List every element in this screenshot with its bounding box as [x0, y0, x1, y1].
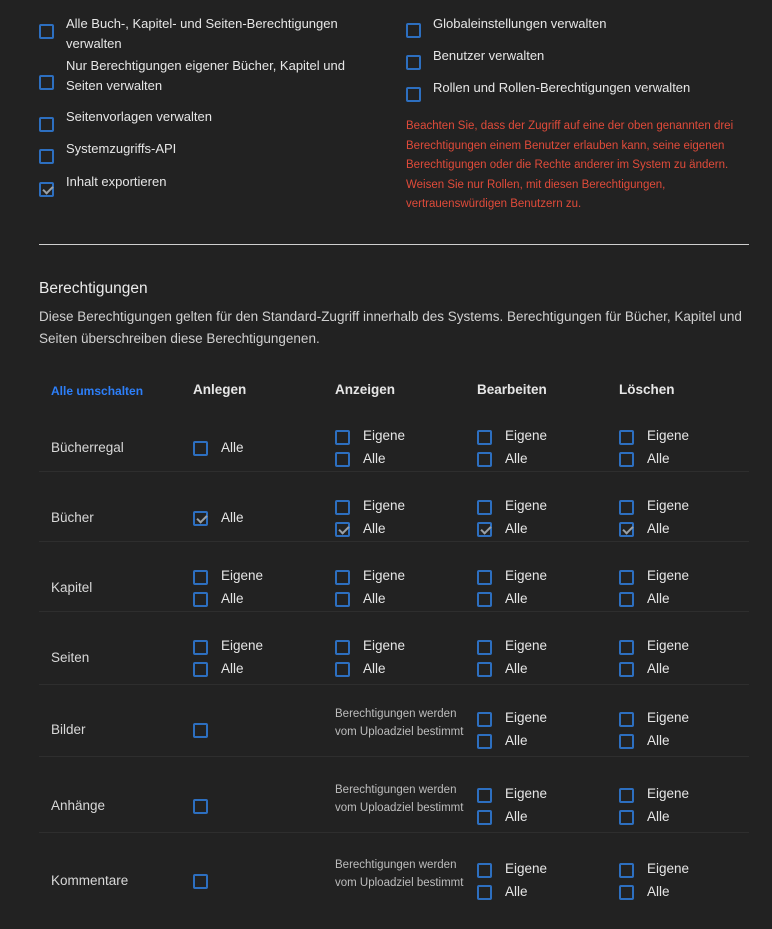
row-divider: [39, 541, 749, 542]
permission-checkbox-all[interactable]: [335, 592, 350, 607]
section-title: Berechtigungen: [39, 280, 148, 297]
permission-checkbox-all[interactable]: [619, 452, 634, 467]
permission-checkbox[interactable]: [193, 874, 208, 889]
permission-row-label[interactable]: Kommentare: [51, 873, 129, 888]
checkbox-label-own: Eigene: [647, 786, 690, 801]
permission-checkbox-all[interactable]: [619, 810, 634, 825]
row-divider: [39, 471, 749, 472]
checkbox-label-own: Eigene: [505, 568, 548, 583]
system-permission-checkbox[interactable]: [39, 75, 54, 90]
checkbox-label-own: Eigene: [221, 568, 264, 583]
section-description: Diese Berechtigungen gelten für den Standard-Zugriff innerhalb des Systems. Berechtigungen für Bücher, Kapitel und Seiten überschreiben diese Berechtigungenen.: [39, 309, 742, 346]
checkbox-label-all: Alle: [505, 521, 528, 536]
permission-checkbox-own[interactable]: [477, 640, 492, 655]
column-header[interactable]: Anlegen: [193, 382, 247, 397]
permission-checkbox-own[interactable]: [335, 430, 350, 445]
permission-row-label[interactable]: Bücher: [51, 510, 94, 525]
checkbox-label-all: Alle: [221, 510, 244, 525]
checkbox-label-all: Alle: [505, 591, 528, 606]
checkbox-label-all: Alle: [221, 591, 244, 606]
checkbox-label-all: Alle: [505, 809, 528, 824]
checkbox-label-own: Eigene: [505, 786, 548, 801]
checkbox-label-all: Alle: [505, 451, 528, 466]
permission-checkbox-own[interactable]: [619, 863, 634, 878]
system-permission-checkbox[interactable]: [39, 149, 54, 164]
permission-checkbox-all[interactable]: [193, 662, 208, 677]
checkbox-label-own: Eigene: [363, 498, 406, 513]
permission-checkbox-own[interactable]: [335, 500, 350, 515]
system-permission-checkbox[interactable]: [39, 117, 54, 132]
permission-checkbox-own[interactable]: [477, 430, 492, 445]
permission-checkbox-own[interactable]: [477, 788, 492, 803]
system-permission-checkbox[interactable]: [406, 23, 421, 38]
permission-checkbox-own[interactable]: [619, 788, 634, 803]
permission-row-label[interactable]: Seiten: [51, 650, 90, 665]
system-permission-label: Globaleinstellungen verwalten: [433, 16, 607, 31]
system-permission-label: Benutzer verwalten: [433, 48, 545, 63]
permission-row-label[interactable]: Kapitel: [51, 580, 93, 595]
column-header[interactable]: Löschen: [619, 382, 675, 397]
system-permission-checkbox[interactable]: [406, 55, 421, 70]
column-header[interactable]: Bearbeiten: [477, 382, 547, 397]
checkbox-label-own: Eigene: [363, 638, 406, 653]
system-permission-checkbox[interactable]: [406, 87, 421, 102]
checkbox-label-all: Alle: [221, 661, 244, 676]
checkbox-label-own: Eigene: [505, 710, 548, 725]
permission-checkbox-own[interactable]: [477, 500, 492, 515]
checkbox-label-own: Eigene: [363, 428, 406, 443]
row-divider: [39, 611, 749, 612]
upload-target-note: Berechtigungen werden vom Uploadziel bestimmt: [335, 784, 464, 814]
permission-checkbox-all[interactable]: [619, 522, 634, 537]
system-permission-label: Inhalt exportieren: [66, 174, 167, 189]
checkbox-label-own: Eigene: [647, 568, 690, 583]
column-header[interactable]: Anzeigen: [335, 382, 396, 397]
permission-checkbox-all[interactable]: [619, 734, 634, 749]
permission-checkbox-own[interactable]: [335, 570, 350, 585]
permission-checkbox-all[interactable]: [477, 522, 492, 537]
checkbox-label-all: Alle: [647, 591, 670, 606]
system-permission-label: Alle Buch-, Kapitel- und Seiten-Berechtigungen verwalten: [66, 16, 338, 51]
upload-target-note: Berechtigungen werden vom Uploadziel bestimmt: [335, 708, 464, 738]
upload-target-note: Berechtigungen werden vom Uploadziel bestimmt: [335, 859, 464, 889]
permission-checkbox-own[interactable]: [619, 430, 634, 445]
checkbox-label-own: Eigene: [363, 568, 406, 583]
permission-checkbox[interactable]: [193, 723, 208, 738]
checkbox-label-all: Alle: [363, 591, 386, 606]
row-divider: [39, 684, 749, 685]
system-permission-checkbox[interactable]: [39, 24, 54, 39]
checkbox-label-all: Alle: [363, 451, 386, 466]
checkbox-label-own: Eigene: [647, 498, 690, 513]
permission-checkbox-all[interactable]: [477, 662, 492, 677]
permission-checkbox-all[interactable]: [477, 734, 492, 749]
permission-checkbox-own[interactable]: [619, 640, 634, 655]
checkbox-label-own: Eigene: [505, 638, 548, 653]
checkbox-label-own: Eigene: [647, 710, 690, 725]
checkbox-label-all: Alle: [647, 521, 670, 536]
checkbox-label-all: Alle: [647, 451, 670, 466]
system-permission-label: Systemzugriffs-API: [66, 141, 177, 156]
permission-checkbox-all[interactable]: [477, 452, 492, 467]
checkbox-label-own: Eigene: [505, 861, 548, 876]
permission-checkbox-own[interactable]: [335, 640, 350, 655]
checkbox-label-all: Alle: [221, 440, 244, 455]
checkbox-label-all: Alle: [363, 661, 386, 676]
permission-checkbox-own[interactable]: [193, 640, 208, 655]
checkbox-label-all: Alle: [647, 733, 670, 748]
system-permission-label: Nur Berechtigungen eigener Bücher, Kapitel und Seiten verwalten: [66, 58, 345, 93]
permission-checkbox-all[interactable]: [477, 592, 492, 607]
permission-checkbox-all[interactable]: [193, 592, 208, 607]
permission-checkbox-all[interactable]: [477, 810, 492, 825]
checkbox-label-own: Eigene: [505, 498, 548, 513]
checkbox-label-all: Alle: [505, 661, 528, 676]
permission-checkbox-own[interactable]: [619, 570, 634, 585]
permission-checkbox-all[interactable]: [619, 885, 634, 900]
section-divider: [39, 244, 749, 245]
permission-checkbox-all[interactable]: [335, 452, 350, 467]
checkbox-label-all: Alle: [647, 809, 670, 824]
permission-checkbox-own[interactable]: [193, 570, 208, 585]
permission-checkbox-all[interactable]: [193, 441, 208, 456]
permission-checkbox-all[interactable]: [335, 522, 350, 537]
checkbox-label-all: Alle: [505, 884, 528, 899]
permission-checkbox-all[interactable]: [477, 885, 492, 900]
checkbox-label-own: Eigene: [647, 861, 690, 876]
toggle-all-link[interactable]: Alle umschalten: [51, 384, 144, 398]
permission-row-label[interactable]: Bücherregal: [51, 440, 124, 455]
checkbox-label-all: Alle: [647, 884, 670, 899]
checkbox-label-all: Alle: [647, 661, 670, 676]
checkbox-label-own: Eigene: [221, 638, 264, 653]
checkbox-label-all: Alle: [363, 521, 386, 536]
permission-checkbox-all[interactable]: [193, 511, 208, 526]
permission-checkbox-own[interactable]: [477, 863, 492, 878]
system-permission-checkbox[interactable]: [39, 182, 54, 197]
checkbox-label-own: Eigene: [647, 638, 690, 653]
system-permission-label: Rollen und Rollen-Berechtigungen verwalten: [433, 80, 691, 95]
permission-checkbox-own[interactable]: [619, 712, 634, 727]
permission-warning: Beachten Sie, dass der Zugriff auf eine der oben genannten drei Berechtigungen einem Benutzer erlauben kann, seine eigenen Berechtigungen oder die Rechte anderer im System zu ändern. Weisen Sie nur Rollen, mit diesen Berechtigungen, vertrauenswürdigen Benutzern zu.: [406, 120, 734, 210]
permission-checkbox[interactable]: [193, 799, 208, 814]
checkbox-label-own: Eigene: [647, 428, 690, 443]
row-divider: [39, 756, 749, 757]
checkbox-label-all: Alle: [505, 733, 528, 748]
permission-checkbox-all[interactable]: [619, 662, 634, 677]
permission-checkbox-own[interactable]: [619, 500, 634, 515]
checkbox-label-own: Eigene: [505, 428, 548, 443]
permission-checkbox-own[interactable]: [477, 570, 492, 585]
permission-row-label[interactable]: Bilder: [51, 722, 86, 737]
permission-row-label[interactable]: Anhänge: [51, 798, 106, 813]
permission-checkbox-all[interactable]: [335, 662, 350, 677]
row-divider: [39, 832, 749, 833]
permission-checkbox-all[interactable]: [619, 592, 634, 607]
permission-checkbox-own[interactable]: [477, 712, 492, 727]
system-permission-label: Seitenvorlagen verwalten: [66, 109, 212, 124]
